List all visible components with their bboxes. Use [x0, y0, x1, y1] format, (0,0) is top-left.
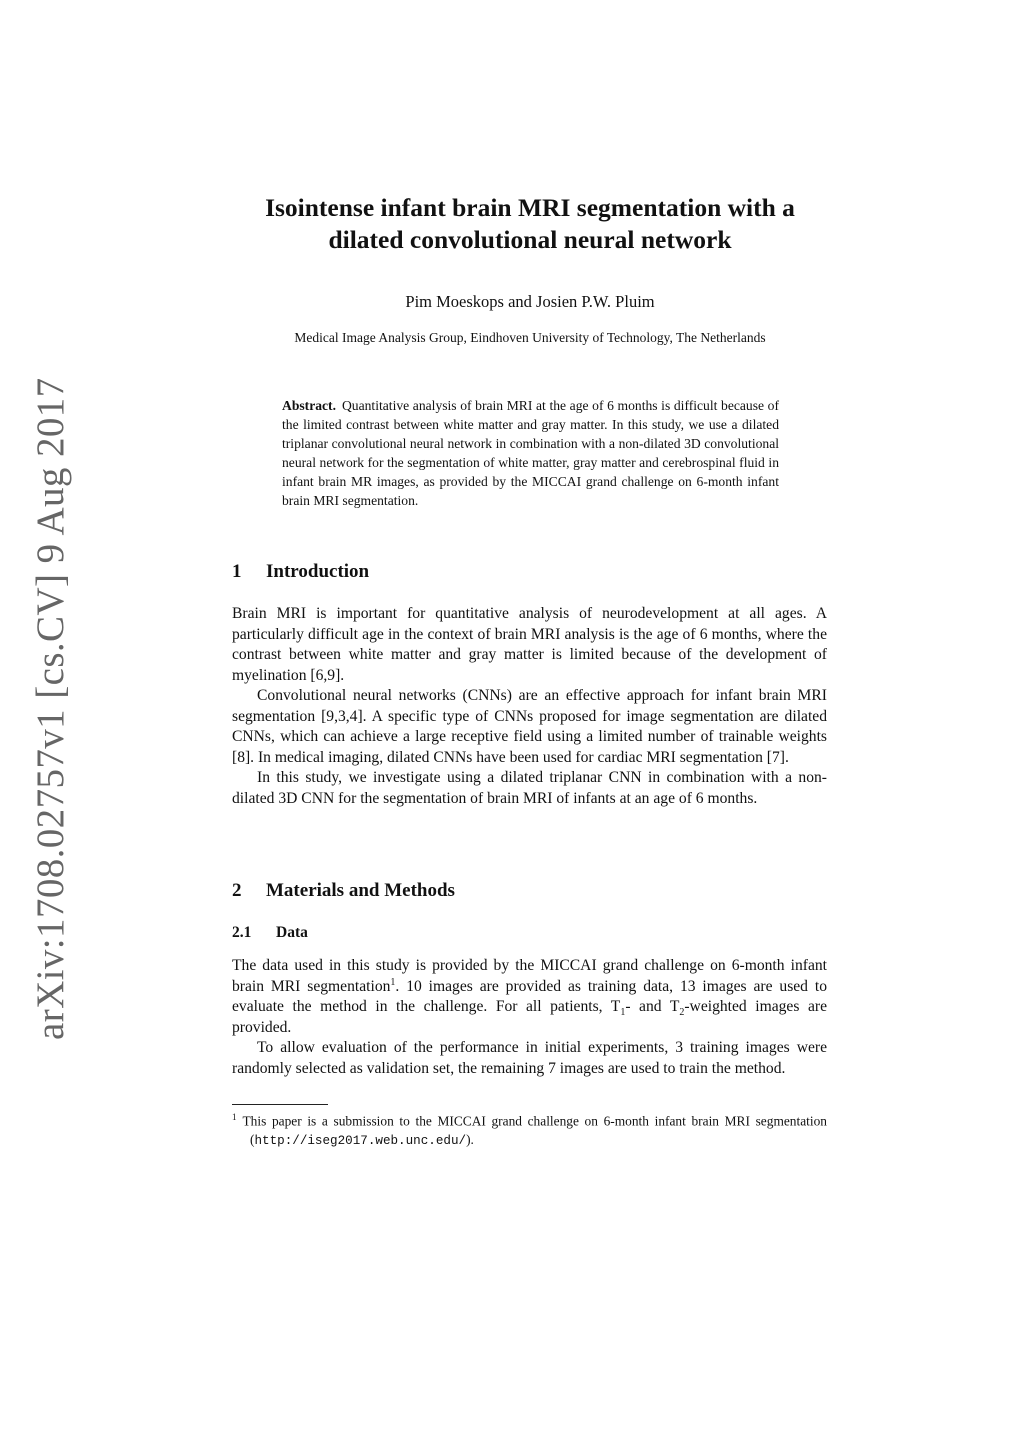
footnote-mark: 1: [232, 1112, 237, 1122]
subsection-number: 2.1: [232, 924, 252, 941]
title-line-2: dilated convolutional neural network: [328, 225, 732, 254]
data-p1-part-b: . 10 images are provided as training data, 13 images are used to evaluate the method in the challenge. For all patients, T: [232, 977, 827, 1015]
section-heading-introduction: [232, 561, 369, 583]
affiliation: Medical Image Analysis Group, Eindhoven University of Technology, The Netherlands: [294, 330, 766, 345]
data-p1-part-d: -weighted images are provided.: [232, 998, 827, 1036]
data-p1-part-c: - and T: [625, 998, 680, 1015]
footnote-text-a: This paper is a submission to the MICCAI grand challenge on 6-month infant brain MRI segmentation (: [242, 1113, 827, 1148]
intro-paragraph-3: In this study, we investigate using a dilated triplanar CNN in combination with a non-dilated 3D CNN for the segmentation of brain MRI of infants at an age of 6 months.: [232, 769, 827, 807]
footnote-1: [232, 1108, 827, 1151]
data-p1-part-a: The data used in this study is provided by the MICCAI grand challenge on 6-month infant brain MRI segmentation: [232, 957, 827, 995]
footnote-ref-1: 1: [390, 976, 396, 988]
footnote-body: [232, 1108, 827, 1151]
section-number: 2: [232, 880, 242, 901]
arxiv-identifier: arXiv:1708.02757v1 [cs.CV] 9 Aug 2017: [29, 377, 72, 1040]
abstract: [282, 396, 779, 510]
introduction-body: [232, 604, 827, 809]
data-body: [232, 956, 827, 1079]
paper-title: [200, 192, 860, 256]
abstract-text: Quantitative analysis of brain MRI at the age of 6 months is difficult because of the limited contrast between white matter and gray matter. In this study, we use a dilated triplanar convolutional neural network in combination with a non-dilated 3D convolutional neural network for the segmentation of white matter, gray matter and cerebrospinal fluid in infant brain MR images, as provided by the MICCAI grand challenge on 6-month infant brain MRI segmentation.: [282, 398, 779, 508]
intro-paragraph-2: Convolutional neural networks (CNNs) are an effective approach for infant brain MRI segmentation [9,3,4]. A specific type of CNNs proposed for image segmentation are dilated CNNs, which can achieve a large receptive field using a limited number of trainable weights [8]. In medical imaging, dilated CNNs have been used for cardiac MRI segmentation [7].: [232, 687, 827, 766]
footnote-url-link[interactable]: http://iseg2017.web.unc.edu/: [254, 1134, 467, 1149]
section-heading-materials-methods: [232, 880, 455, 902]
section-title: Introduction: [266, 561, 370, 582]
subsection-title: Data: [276, 924, 308, 941]
authors: Pim Moeskops and Josien P.W. Pluim: [405, 292, 655, 311]
section-number: 1: [232, 561, 242, 582]
t2-subscript: 2: [679, 1007, 685, 1019]
abstract-label: Abstract.: [282, 398, 336, 413]
data-paragraph-2: To allow evaluation of the performance in initial experiments, 3 training images were randomly selected as validation set, the remaining 7 images are used to train the method.: [232, 1039, 827, 1077]
section-title: Materials and Methods: [266, 880, 455, 901]
intro-paragraph-1: Brain MRI is important for quantitative analysis of neurodevelopment at all ages. A particularly difficult age in the context of brain MRI analysis is the age of 6 months, where the contrast between white matter and gray matter is limited because of the development of myelination [6,9].: [232, 605, 827, 684]
t1-subscript: 1: [620, 1007, 626, 1019]
title-line-1: Isointense infant brain MRI segmentation with a: [265, 193, 795, 222]
footnote-divider: [232, 1104, 328, 1105]
footnote-text-b: ).: [466, 1132, 474, 1148]
data-paragraph-1: [232, 956, 827, 1038]
subsection-heading-data: [232, 924, 308, 942]
